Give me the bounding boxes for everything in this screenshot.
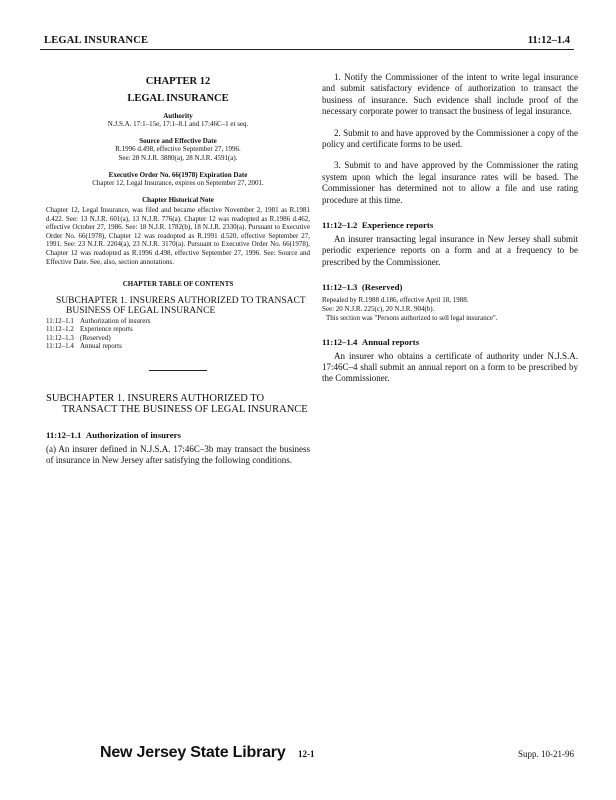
chapter-title: LEGAL INSURANCE <box>127 93 229 104</box>
supplement-date: Supp. 10-21-96 <box>518 749 574 759</box>
toc-row: 11:12–1.4 Annual reports <box>46 341 122 350</box>
section-heading-1-3: 11:12–1.3 (Reserved) <box>322 282 403 293</box>
toc-title: CHAPTER TABLE OF CONTENTS <box>122 280 234 289</box>
historical-note-text: Chapter 12, Legal Insurance, was filed and became effective November 2, 1981 as R.1981 d.422. See: 13 N.J.R. 601(a), 13 N.J.R. 776(a). Chapter 12 was readopted as R.1986 d.462, effective October 27, 1986. See: 18 N.J.R. 1782(b), 18 N.J.R. 2330(a). Pursuant to Executive Order No. 66(1978), Chapter 12 was readopted as R.1991 d.520, effective September 27, 1991. See: 23 N.J.R. 2204(a), 23 N.J.R. 3170(a). Pursuant to Executive Order No. 66(1978), Chapter 12 was readopted as R.1996 d.498, effective September 27, 1996. See: Source and Effective Date. See, also, section annotations. <box>46 206 310 266</box>
section-1-3-line-3: This section was "Persons authorized to sell legal insurance". <box>326 313 498 322</box>
section-1-3-line-2: See: 20 N.J.R. 225(c), 20 N.J.R. 904(b). <box>322 305 435 314</box>
running-header-section: 11:12–1.4 <box>527 35 570 46</box>
toc-row: 11:12–1.3 (Reserved) <box>46 333 111 342</box>
section-heading-1-1: 11:12–1.1 Authorization of insurers <box>46 429 181 440</box>
section-1-2-text: An insurer transacting legal insurance in New Jersey shall submit periodic experience reports on a form and at a frequency to be prescribed by the Commissioner. <box>322 234 578 267</box>
page-number: 12-1 <box>298 749 315 759</box>
historical-note-label: Chapter Historical Note <box>142 196 214 204</box>
section-1-3-line-1: Repealed by R.1988 d.186, effective April 18, 1988. <box>322 296 469 305</box>
header-rule <box>40 49 574 50</box>
library-watermark: New Jersey State Library <box>100 744 286 761</box>
chapter-number: CHAPTER 12 <box>145 76 211 87</box>
section-1-1-item-2: 2. Submit to and have approved by the Commissioner a copy of the policy and certificate forms to be used. <box>322 127 578 150</box>
section-divider <box>149 370 207 371</box>
source-text-1: R.1996 d.498, effective September 27, 1996. <box>115 145 241 153</box>
right-column <box>322 72 578 395</box>
section-heading-1-4: 11:12–1.4 Annual reports <box>322 336 420 347</box>
executive-order-text: Chapter 12, Legal Insurance, expires on September 27, 2001. <box>92 179 264 187</box>
source-label: Source and Effective Date <box>139 137 217 145</box>
section-1-1-item-3: 3. Submit to and have approved by the Commissioner the rating system upon which the legal insurance rates will be based. The Commissioner has determined not to allow a file and use rating procedure at this time. <box>322 160 578 205</box>
authority-text: N.J.S.A. 17:1–15e, 17:1–8.1 and 17:46C–1 et seq. <box>107 120 249 128</box>
toc-subchapter: SUBCHAPTER 1. INSURERS AUTHORIZED TO TRANSACT BUSINESS OF LEGAL INSURANCE <box>56 296 306 317</box>
source-text-2: See: 28 N.J.R. 3880(a), 28 N.J.R. 4591(a). <box>118 154 238 162</box>
section-1-1-item-1: 1. Notify the Commissioner of the intent to write legal insurance and submit satisfactory evidence of authorization to transact the business of insurance. Such evidence shall include proof of the necessary corporate power to transact the business of legal insurance. <box>322 72 578 117</box>
executive-order-label: Executive Order No. 66(1978) Expiration Date <box>108 171 248 179</box>
section-heading-1-2: 11:12–1.2 Experience reports <box>322 220 434 231</box>
left-column <box>46 72 310 467</box>
section-1-1-text: (a) An insurer defined in N.J.S.A. 17:46C–3b may transact the business of insurance in New Jersey after satisfying the following conditions. <box>46 443 310 466</box>
section-1-4-text: An insurer who obtains a certificate of authority under N.J.S.A. 17:46C–4 shall submit an annual report on a form to be prescribed by the Commissioner. <box>322 350 578 384</box>
authority-label: Authority <box>163 112 193 120</box>
subchapter-heading: SUBCHAPTER 1. INSURERS AUTHORIZED TO TRANSACT THE BUSINESS OF LEGAL INSURANCE <box>46 392 308 416</box>
running-header-title: LEGAL INSURANCE <box>44 35 149 46</box>
toc-row: 11:12–1.1 Authorization of insurers <box>46 317 151 326</box>
toc-row: 11:12–1.2 Experience reports <box>46 325 133 334</box>
